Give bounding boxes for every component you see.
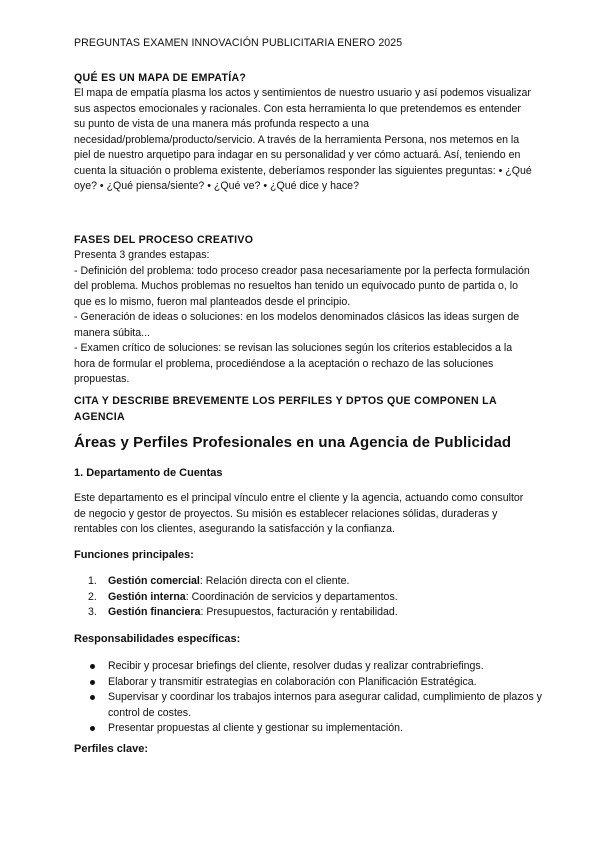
functions-list [74, 574, 544, 621]
responsibility-text: Elaborar y transmitir estrategias en colaboración con Planificación Estratégica. [108, 675, 477, 688]
function-desc: : Presupuestos, facturación y rentabilidad. [200, 606, 398, 618]
list-item [74, 721, 544, 737]
bullet-icon [90, 726, 95, 731]
list-number: 2. [88, 590, 97, 603]
creative-process-heading: FASES DEL PROCESO CREATIVO [74, 234, 254, 246]
bullet-icon [90, 680, 95, 685]
accounts-dept-text: Este departamento es el principal vínculo entre el cliente y la agencia, actuando como consultor de negocio y gestor de proyectos. Su misión es establecer relaciones sólidas, duraderas y rentables con los clientes, asegurando la satisfacción y la confianza. [74, 492, 524, 535]
document-header: PREGUNTAS EXAMEN INNOVACIÓN PUBLICITARIA ENERO 2025 [74, 37, 403, 49]
responsibility-text: Presentar propuestas al cliente y gestionar su implementación. [108, 722, 404, 734]
list-item [74, 574, 544, 590]
list-item [74, 675, 544, 691]
accounts-dept-title: 1. Departamento de Cuentas [74, 467, 223, 479]
list-item [74, 690, 544, 721]
list-item [74, 590, 544, 606]
function-name: Gestión financiera [108, 606, 201, 618]
responsibility-text: Supervisar y coordinar los trabajos internos para asegurar calidad, cumplimiento de plazos y control de costes. [108, 691, 542, 719]
function-name: Gestión interna [108, 590, 186, 603]
bullet-icon [90, 664, 95, 669]
list-number: 1. [88, 575, 97, 587]
empathy-map-heading: QUÉ ES UN MAPA DE EMPATÍA? [74, 72, 247, 84]
list-number: 3. [88, 606, 97, 618]
creative-process-line: - Definición del problema: todo proceso creador pasa necesariamente por la perfecta formulación del problema. Muchos problemas no resueltos han tenido un equivocado punto de partida o, lo que es lo mismo, fueron mal planteados desde el principio. [74, 264, 530, 308]
creative-process-line: Presenta 3 grandes estapas: [74, 249, 210, 261]
responsibilities-title: Responsabilidades específicas: [74, 633, 241, 645]
function-desc: : Relación directa con el cliente. [199, 575, 350, 587]
creative-process-line: - Generación de ideas o soluciones: en los modelos denominados clásicos las ideas surgen de manera súbita... [74, 311, 520, 339]
empathy-map-text: El mapa de empatía plasma los actos y sentimientos de nuestro usuario y así podemos visualizar sus aspectos emocionales y racionales. Con esta herramienta lo que pretendemos es entender su punto de vista de una manera más profunda respecto a una necesidad/problema/producto/servicio. A través de la herramienta Persona, nos metemos en la piel de nuestro arquetipo para indagar en su personalidad y ver cómo actuará. Así, teniendo en cuenta la situación o problema existente, deberíamos responder las siguientes preguntas: • ¿Qué oye? • ¿Qué piensa/siente? • ¿Qué ve? • ¿Qué dice y hace? [74, 87, 532, 192]
list-item [74, 659, 544, 675]
key-profiles-title: Perfiles clave: [74, 743, 148, 755]
bullet-icon [90, 695, 95, 700]
list-item [74, 605, 544, 621]
empathy-map-paragraph [74, 86, 534, 195]
agency-profiles-heading: CITA Y DESCRIBE BREVEMENTE LOS PERFILES Y DPTOS QUE COMPONEN LA AGENCIA [74, 395, 497, 423]
accounts-dept-paragraph [74, 491, 534, 538]
responsibilities-list [74, 659, 544, 737]
function-name: Gestión comercial [108, 575, 200, 587]
agency-areas-title: Áreas y Perfiles Profesionales en una Agencia de Publicidad [74, 434, 512, 451]
creative-process-line: - Examen crítico de soluciones: se revisan las soluciones según los criterios establecidos a la hora de formular el problema, procediéndose a la aceptación o rechazo de las soluciones propuestas. [74, 342, 513, 385]
responsibility-text: Recibir y procesar briefings del cliente, resolver dudas y realizar contrabriefings. [108, 660, 484, 672]
creative-process-paragraph [74, 248, 534, 388]
function-desc: : Coordinación de servicios y departamentos. [185, 590, 398, 603]
functions-title: Funciones principales: [74, 549, 194, 561]
